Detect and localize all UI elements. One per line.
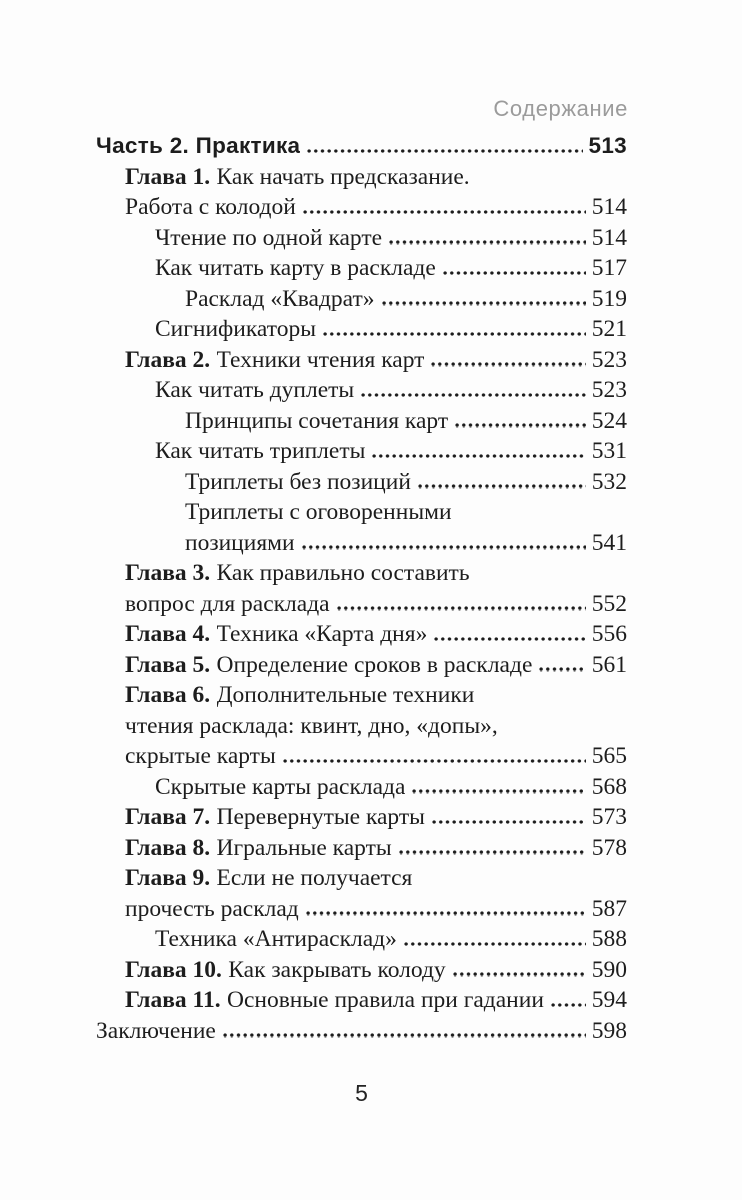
toc-entry-title: Техники чтения карт (216, 346, 425, 373)
dot-leader (307, 149, 582, 153)
toc-entry-page: 561 (591, 651, 627, 678)
toc-line (96, 743, 627, 774)
dot-leader (382, 301, 586, 305)
toc-entry-page: 568 (591, 773, 627, 800)
dot-leader (302, 545, 586, 549)
toc-entry-label: Глава 5. (125, 651, 211, 678)
dot-leader (399, 850, 586, 854)
toc-entry-title: Триплеты с оговоренными (185, 499, 452, 525)
toc-line (96, 194, 627, 225)
toc-entry-title: Игральные карты (216, 834, 392, 861)
toc-entry-label: Глава 10. (125, 956, 222, 983)
dot-leader (455, 423, 586, 427)
toc-entry-page: 598 (591, 1017, 627, 1044)
toc-line (96, 621, 627, 652)
toc-line (96, 560, 627, 591)
dot-leader (283, 759, 586, 763)
toc-entry-page: 587 (591, 895, 627, 922)
dot-leader (443, 271, 586, 275)
toc-line (96, 133, 627, 164)
toc-entry-label: Глава 4. (125, 621, 211, 647)
page-number: 5 (355, 1080, 368, 1106)
toc-entry-page: 519 (591, 285, 627, 312)
toc-entry-title: Определение сроков в раскладе (216, 651, 533, 678)
dot-leader (418, 484, 586, 488)
toc-entry-page: 532 (591, 468, 627, 495)
toc-entry-title: Как начать предсказание. (216, 163, 470, 190)
toc-line (96, 1018, 627, 1049)
toc-line (96, 438, 627, 469)
toc-line (96, 225, 627, 256)
toc-entry-page: 588 (591, 926, 627, 952)
toc-line (96, 286, 627, 317)
dot-leader (306, 911, 586, 915)
toc-line (96, 408, 627, 439)
toc-line (96, 377, 627, 408)
toc-entry-label: Глава 9. (125, 865, 211, 891)
toc-line (96, 835, 627, 866)
dot-leader (431, 362, 585, 366)
toc-entry-title: Скрытые карты расклада (155, 773, 406, 800)
toc-line (96, 926, 627, 957)
toc-entry-page: 578 (591, 834, 627, 861)
toc-entry-title: Перевернутые карты (216, 804, 425, 830)
running-head: Содержание (493, 96, 628, 121)
toc-entry-page: 523 (591, 377, 627, 403)
dot-leader (223, 1033, 586, 1037)
toc-entry-label: Глава 11. (125, 987, 221, 1013)
toc-entry-title: Как правильно составить (216, 560, 470, 586)
toc-entry-title: Как читать дуплеты (155, 377, 355, 403)
toc-line (96, 957, 627, 988)
toc-entry-page: 521 (591, 316, 627, 342)
toc-entry-title: Работа с колодой (125, 194, 296, 220)
toc-line (96, 896, 627, 927)
toc-entry-title: Дополнительные техники (216, 682, 475, 708)
toc-entry-title: Принципы сочетания карт (185, 407, 449, 434)
toc-entry-page: 590 (591, 956, 627, 983)
toc-line (96, 164, 627, 195)
toc-line (96, 469, 627, 500)
toc-line (96, 987, 627, 1018)
toc-entry-title: Заключение (96, 1017, 216, 1044)
dot-leader (412, 789, 585, 793)
toc-line (96, 347, 627, 378)
dot-leader (551, 1003, 586, 1007)
dot-leader (453, 972, 586, 976)
toc-entry-page: 594 (591, 987, 627, 1013)
dot-leader (404, 942, 586, 946)
toc-entry-page: 541 (591, 529, 627, 556)
toc-entry-page: 565 (591, 743, 627, 769)
toc-entry-page: 531 (591, 438, 627, 464)
toc-entry-title: Триплеты без позиций (185, 468, 411, 495)
toc-entry-title: Часть 2. Практика (96, 133, 301, 158)
toc-line (96, 774, 627, 805)
toc-entry-title: Чтение по одной карте (155, 224, 383, 251)
toc-line (96, 865, 627, 896)
toc-entry-label: Глава 1. (125, 163, 211, 190)
toc-entry-title: Как читать карту в раскладе (155, 255, 436, 281)
table-of-contents (96, 133, 627, 1048)
dot-leader (539, 667, 585, 671)
toc-entry-title: Техника «Карта дня» (216, 621, 428, 647)
dot-leader (432, 820, 586, 824)
toc-entry-title: прочесть расклад (125, 895, 299, 922)
toc-entry-page: 513 (588, 133, 627, 158)
toc-entry-title: чтения расклада: квинт, дно, «допы», (125, 712, 498, 739)
dot-leader (337, 606, 586, 610)
toc-entry-title: Как читать триплеты (155, 438, 366, 464)
toc-entry-title: Техника «Антирасклад» (155, 926, 397, 952)
toc-line (96, 530, 627, 561)
toc-entry-label: Глава 6. (125, 682, 211, 708)
dot-leader (323, 332, 586, 336)
toc-line (96, 499, 627, 530)
dot-leader (434, 637, 585, 641)
dot-leader (389, 240, 586, 244)
toc-entry-page: 517 (591, 255, 627, 281)
toc-entry-title: Расклад «Квадрат» (185, 285, 375, 312)
dot-leader (372, 454, 585, 458)
toc-entry-page: 524 (591, 407, 627, 434)
toc-entry-page: 514 (591, 194, 627, 220)
toc-line (96, 804, 627, 835)
toc-line (96, 316, 627, 347)
toc-entry-page: 552 (591, 590, 627, 617)
toc-entry-title: скрытые карты (125, 743, 276, 769)
toc-entry-label: Глава 3. (125, 560, 211, 586)
toc-entry-page: 514 (591, 224, 627, 251)
toc-entry-page: 556 (591, 621, 627, 647)
toc-entry-title: вопрос для расклада (125, 590, 330, 617)
toc-entry-label: Глава 7. (125, 804, 211, 830)
toc-line (96, 713, 627, 744)
toc-line (96, 682, 627, 713)
dot-leader (361, 393, 586, 397)
toc-line (96, 652, 627, 683)
toc-entry-title: позициями (185, 529, 295, 556)
toc-entry-label: Глава 8. (125, 834, 211, 861)
dot-leader (303, 210, 586, 214)
toc-line (96, 255, 627, 286)
toc-entry-page: 573 (591, 804, 627, 830)
toc-entry-label: Глава 2. (125, 346, 211, 373)
toc-line (96, 591, 627, 622)
toc-entry-title: Основные правила при гадании (226, 987, 544, 1013)
toc-entry-title: Как закрывать колоду (228, 956, 446, 983)
toc-entry-title: Если не получается (216, 865, 413, 891)
toc-entry-title: Сигнификаторы (155, 316, 316, 342)
toc-entry-page: 523 (591, 346, 627, 373)
